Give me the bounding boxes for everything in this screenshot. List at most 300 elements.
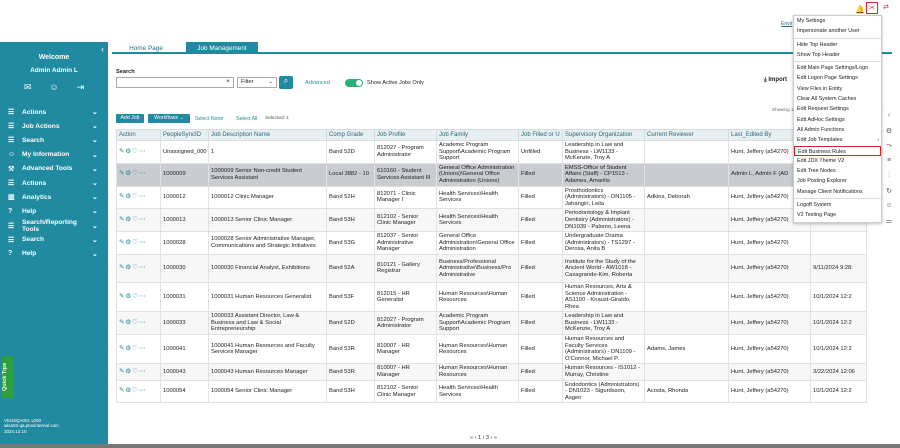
row-actions[interactable] [117,232,161,255]
table-cell: Human Resources\Human Resources [437,364,519,380]
edit-icon[interactable]: ✎ [119,292,126,300]
row-actions[interactable] [117,364,161,380]
table-cell: 812102 - Senior Clinic Manager [375,209,437,232]
edit-icon[interactable]: ✎ [119,344,126,352]
table-cell: Filled [519,186,563,209]
heart-icon[interactable]: ♡ [132,318,139,326]
mail-icon[interactable]: ✉ [23,82,32,92]
more-icon[interactable]: ⋯ [138,367,147,375]
table-row[interactable] [117,364,867,380]
heart-icon[interactable]: ♡ [132,215,139,223]
sidebar-item-label: Job Actions [22,122,60,130]
menu-item-edit-job-templates[interactable] [794,135,881,145]
more-icon[interactable]: ⋯ [138,318,147,326]
refresh-icon[interactable]: ↻ [886,188,892,195]
row-actions[interactable] [117,186,161,209]
clear-icon[interactable]: × [226,78,230,85]
gear-icon[interactable]: ⚙ [125,387,133,395]
pagination[interactable]: « ‹ 1 / 3 › » [470,435,498,441]
menu-item-edit-request-settings[interactable] [794,104,881,114]
gear-icon[interactable]: ⚙ [125,344,133,352]
table-cell: 1000028 Senior Administrative Manager, Communications and Strategic Initiatives [209,232,327,255]
table-cell: 1000012 [161,186,209,209]
table-cell: 1000013 Senior Clinic Manager [209,209,327,232]
column-header[interactable]: Job Filled or U [519,130,563,141]
edit-icon[interactable]: ✎ [119,318,126,326]
table-cell: Admin L, Admin F (AD [729,163,811,186]
table-cell: 810007 - HR Manager [375,364,437,380]
table-cell: Leadership in Law and Business - LW1133 - McKenzie, Troy A [563,312,645,335]
table-cell: General Office Administration\General Office Administration [437,232,519,255]
tools-icon: ⚒ [8,165,15,173]
sidebar-item-actions[interactable] [0,105,108,119]
logout-icon[interactable]: ⇥ [76,82,85,92]
column-header[interactable]: Job Profile [375,130,437,141]
row-actions[interactable] [117,282,161,311]
help-icon: ? [8,207,13,215]
table-cell: Band 52D [327,141,375,164]
bottom-bar [0,444,900,448]
gear-icon[interactable]: ⚙ [125,318,133,326]
menu-item-edit-main-page-settings-logo[interactable] [794,63,881,73]
menu-item-label: My Settings [797,18,826,24]
table-cell: Band 52D [327,312,375,335]
table-row[interactable] [117,312,867,335]
table-cell: Human Resources, Arts & Science Administration - AS1100 - Knaust-Giraldo, Rhea [563,282,645,311]
table-cell: Filled [519,364,563,380]
show-active-label: Show Active Jobs Only [367,80,424,86]
menu-item-clear-all-system-caches[interactable] [794,94,881,104]
table-cell: Acosta, Rhonda [645,380,729,403]
quick-tips-button[interactable]: Quick Tips [2,356,14,398]
sidebar-item-label: Advanced Tools [22,165,73,173]
sidebar-item-search[interactable] [0,133,108,147]
table-cell: Hunt, Jeffery (a54270) [729,141,811,164]
menu-item-view-files-in-entity[interactable] [794,84,881,94]
table-cell: Local 3882 - 10 [327,163,375,186]
table-cell: 1000041 [161,335,209,364]
heart-icon[interactable]: ♡ [132,264,139,272]
table-row[interactable] [117,232,867,255]
edit-icon[interactable]: ✎ [119,170,126,178]
edit-icon[interactable]: ✎ [119,215,126,223]
table-cell: 10/1/2024 12:2 [811,282,867,311]
advanced-search-link[interactable]: Advanced [305,80,330,86]
menu-item-job-posting-explorer[interactable] [794,176,881,186]
menu-item-label: Logoff System [797,202,832,209]
table-cell: Business/Professional Administrative\Business/Pro Administrative [437,254,519,282]
table-row[interactable] [117,380,867,403]
column-header[interactable]: PeopleSyncID [161,130,209,141]
table-cell: 610160 - Student Services Assistant III [375,163,437,186]
tab-bar [112,42,892,54]
list-icon: ☰ [8,109,15,117]
table-cell: 810007 - HR Manager [375,335,437,364]
sidebar-item-label: Actions [22,179,47,187]
chevron-down-icon: ⌄ [179,115,184,121]
table-row[interactable] [117,141,867,164]
row-actions[interactable] [117,209,161,232]
sidebar-item-label: Analytics [22,193,52,201]
chevron-left-icon[interactable]: ‹ [101,44,104,54]
edit-icon[interactable]: ✎ [119,264,126,272]
column-header[interactable]: Comp Grade [327,130,375,141]
table-cell: Health Services\Health Services [437,380,519,403]
menu-item-label: Show Top Header [797,51,840,58]
menu-item-label: Clear All System Caches [797,96,857,103]
table-cell: 1000030 Financial Analyst, Exhibitions [209,254,327,282]
menu-item-impersonate-another-user[interactable] [794,26,881,36]
admin-tools-icon[interactable]: ✂ [866,2,878,14]
table-cell: 10/1/2024 12:2 [811,380,867,403]
table-cell: 1000009 Senior Non-credit Student Services Assistant [209,163,327,186]
menu-item-edit-tree-nodes[interactable] [794,166,881,176]
table-cell: Filled [519,209,563,232]
table-cell [645,282,729,311]
table-cell: Prosthodontics (Administrators) - DN1105 - Jahangiri, Leila [563,186,645,209]
table-cell: Band 52H [327,186,375,209]
table-cell [811,232,867,255]
menu-icon[interactable]: ≡ [886,157,892,164]
table-cell: Band 53R [327,335,375,364]
chevron-down-icon: ⌄ [92,151,98,159]
table-cell: Filled [519,380,563,403]
table-cell: Band 53G [327,232,375,255]
bell-icon[interactable]: 🔔 [855,5,865,14]
people-icon[interactable]: ☺ [885,202,893,209]
sidebar-item-actions[interactable] [0,176,108,190]
sidebar-item-analytics[interactable] [0,190,108,204]
sidebar-item-label: Actions [22,108,47,116]
heart-icon[interactable]: ♡ [132,387,139,395]
row-actions[interactable] [117,141,161,164]
table-cell: Hunt, Jeffery (a54270) [729,232,811,255]
sidebar-item-label: Help [22,250,37,258]
menu-item-edit-jdx-theme-v2[interactable] [794,156,881,166]
table-row[interactable] [117,163,867,186]
users-icon[interactable]: ☺ [49,82,59,92]
menu-separator [794,38,881,39]
version-line: 2024.12.10 [4,428,27,434]
chevron-down-icon: ⌄ [92,250,98,258]
table-cell: 1000012 Clinic Manager [209,186,327,209]
version-info [4,418,59,435]
table-cell: Hunt, Jeffery (a54270) [729,209,811,232]
menu-item-label: Edit AdHoc Settings [797,116,845,123]
filter-label: Filter [241,79,254,85]
menu-item-label: Edit Request Settings [797,106,849,113]
column-header[interactable]: Job Description Name [209,130,327,141]
table-cell: 810121 - Gallery Registrar [375,254,437,282]
table-cell: 812071 - Clinic Manager I [375,186,437,209]
table-cell: Human Resources\Human Resources [437,282,519,311]
tab-home-page[interactable]: Home Page [129,44,163,52]
chevron-down-icon: ⌄ [92,165,98,173]
welcome-heading: Welcome [38,54,70,61]
menu-item-edit-adhoc-settings[interactable] [794,115,881,125]
table-cell [645,364,729,380]
table-cell: Human Resources - IS1012 - Murray, Christine [563,364,645,380]
table-row[interactable] [117,335,867,364]
more-icon[interactable]: ⋯ [138,387,147,395]
sidebar-item-advanced-tools[interactable] [0,162,108,176]
edit-icon[interactable]: ✎ [119,238,126,246]
edit-icon[interactable]: ✎ [119,367,126,375]
table-cell: 1000013 [161,209,209,232]
table-cell: 1000028 [161,232,209,255]
table-cell: 10/1/2024 12:2 [811,335,867,364]
sliders-icon[interactable]: ⚌ [885,218,893,225]
heart-icon[interactable]: ♡ [132,238,139,246]
row-actions[interactable] [117,335,161,364]
sidebar-item-job-actions[interactable] [0,119,108,133]
row-actions[interactable] [117,163,161,186]
gear-icon[interactable]: ⚙ [125,238,133,246]
table-cell: 3/22/2024 12:06 [811,364,867,380]
table-cell: Band 53R [327,364,375,380]
import-label: Import [768,77,787,83]
table-cell: Adkins, Deborah [645,186,729,209]
sidebar-item-search[interactable] [0,233,108,247]
table-cell: Filled [519,335,563,364]
menu-item-label: Edit Tree Nodes [797,168,836,175]
table-cell: Unfilled [519,141,563,164]
heart-icon[interactable]: ♡ [132,193,139,201]
show-active-toggle[interactable] [345,79,363,87]
table-cell: 812027 - Program Administrator [375,312,437,335]
table-cell: EMSS-Office of Student Affairs (Staff) - CP1513 - Adames, Amarilis [563,163,645,186]
gear-icon[interactable]: ⚙ [125,193,133,201]
table-cell: 1000043 [161,364,209,380]
menu-item-logoff-system[interactable] [794,200,881,210]
tab-job-management[interactable]: Job Management [186,42,258,54]
table-cell: Band 53F [327,282,375,311]
table-cell [645,232,729,255]
search-icon: ⌕ [283,76,289,85]
exit-icon[interactable]: ⇄ [883,4,889,11]
menu-item-label: Edit Logon Page Settings [797,75,858,82]
table-cell [645,254,729,282]
admin-context-menu [793,15,882,223]
more-icon[interactable]: ⋯ [138,292,147,300]
filter-select[interactable] [237,77,277,88]
table-cell: Leadership in Law and Business - LW1133 - McKenzie, Troy A [563,141,645,164]
heart-icon[interactable]: ♡ [132,292,139,300]
menu-item-v2-testing-page[interactable] [794,210,881,220]
table-cell: 1 [209,141,327,164]
menu-item-edit-logon-page-settings[interactable] [794,73,881,83]
table-cell: Hunt, Jeffery (a54270) [729,282,811,311]
gear-icon[interactable]: ⚙ [125,367,133,375]
table-cell: 1000054 [161,380,209,403]
workflows-label: Workflows [154,115,178,121]
more-icon[interactable]: ⋯ [138,344,147,352]
sidebar-item-label: Search [22,236,44,244]
sidebar-item-help[interactable] [0,204,108,218]
row-actions[interactable] [117,312,161,335]
add-job-button[interactable]: Add Job [116,114,144,123]
column-header[interactable]: Last_Edited By [729,130,811,141]
table-cell: Institute for the Study of the Ancient World - AW1018 - Casagrande-Kim, Roberta [563,254,645,282]
table-cell: 812102 - Senior Clinic Manager [375,380,437,403]
table-cell: Band 52A [327,254,375,282]
table-cell: 1000030 [161,254,209,282]
table-cell: 9/11/2024 9:28: [811,254,867,282]
menu-item-my-settings[interactable] [794,16,881,26]
list-icon: ☰ [8,180,15,188]
table-cell: 1000041 Human Resources and Faculty Services Manager [209,335,327,364]
menu-item-label: Edit Main Page Settings/Logo [797,65,869,72]
table-cell: 812037 - Senior Administrative Manager [375,232,437,255]
grid-header-row [117,130,867,141]
table-cell: Hunt, Jeffery (a54270) [729,312,811,335]
heart-icon[interactable]: ♡ [132,170,139,178]
search-button[interactable] [279,76,293,89]
table-cell: Human Resources\Human Resources [437,335,519,364]
version-line: wlsa03-qa.ptosinternal.com [4,423,59,428]
sidebar-item-label: My Information [22,151,70,159]
table-cell: Human Resources and Faculty Services (Administrators) - DN1109 - O'Connor, Michael P. [563,335,645,364]
list-icon: ☰ [8,222,15,230]
workflows-button[interactable] [148,114,190,123]
more-icon[interactable]: ⋯ [138,170,147,178]
chart-icon: ▥ [8,194,15,202]
table-cell: Undergraduate Drama (Administrators) - TS1297 - Derosa, Anita B [563,232,645,255]
table-cell: Hunt, Jeffery (a54270) [729,380,811,403]
table-row[interactable] [117,209,867,232]
menu-item-label: All Admin Functions [797,126,845,133]
menu-item-hide-top-header[interactable] [794,40,881,50]
menu-item-edit-business-rules[interactable] [794,146,881,156]
list-icon: ☰ [8,123,15,131]
gear-icon[interactable]: ⚙ [125,147,133,155]
chevron-down-icon: ⌄ [92,222,98,230]
select-all-link[interactable]: Select All [236,116,258,122]
version-line: VMJSQA001 v200 [4,417,42,423]
edit-icon[interactable]: ✎ [119,387,126,395]
chevron-down-icon: ⌄ [92,109,98,117]
chevron-right-icon: › [877,137,879,144]
more-icon[interactable]: ⋯ [138,215,147,223]
table-cell: Endodontics (Administrators) - DN1023 - Sigurdsson, Asgeir [563,380,645,403]
menu-item-manage-client-notifications[interactable] [794,187,881,197]
heart-icon[interactable]: ♡ [132,147,139,155]
sidebar-item-my-information[interactable] [0,148,108,162]
table-cell [645,209,729,232]
table-cell: Band 53H [327,209,375,232]
heart-icon[interactable]: ♡ [132,367,139,375]
showing-count: Showing 1 [772,107,794,112]
sidebar-item-help[interactable] [0,247,108,261]
table-cell: Academic Program Support\Academic Program Support [437,141,519,164]
admin-icons [866,2,892,14]
stats-icon[interactable]: ⫶ [888,172,890,179]
table-cell: 812015 - HR Generalist [375,282,437,311]
menu-item-label: Edit Business Rules [798,148,846,155]
search-label: Search [116,69,135,75]
sidebar-item-label: Help [22,207,37,215]
table-cell: 1000043 Human Resources Manager [209,364,327,380]
more-icon[interactable]: ⋯ [138,193,147,201]
table-cell [645,163,729,186]
gear-icon[interactable]: ⚙ [125,170,133,178]
more-icon[interactable]: ⋯ [138,264,147,272]
edit-icon[interactable]: ✎ [119,193,126,201]
table-cell: 1000033 [161,312,209,335]
chevron-down-icon: ⌄ [92,208,98,216]
table-cell: Filled [519,163,563,186]
search-input[interactable] [116,77,234,88]
table-cell: Academic Program Support\Academic Program Support [437,312,519,335]
table-cell: Filled [519,254,563,282]
selected-count: Selected: 1 [265,116,290,121]
menu-item-label: View Files in Entity [797,85,843,92]
table-cell: 1000009 [161,163,209,186]
table-row[interactable] [117,282,867,311]
chevron-down-icon: ⌄ [92,180,98,188]
gear-icon[interactable]: ⚙ [125,215,133,223]
row-actions[interactable] [117,380,161,403]
select-none-link[interactable]: Select None [195,116,224,122]
row-actions[interactable] [117,254,161,282]
import-button[interactable] [764,77,787,84]
table-row[interactable] [117,254,867,282]
table-cell: 1000031 [161,282,209,311]
column-header[interactable]: Supervisory Organization [563,130,645,141]
table-cell: 1000031 Human Resources Generalist [209,282,327,311]
table-cell [645,141,729,164]
table-cell: Hunt, Jeffery (a54270) [729,186,811,209]
menu-item-show-top-header[interactable] [794,50,881,60]
chevron-left-icon[interactable]: ‹ [887,112,891,119]
chevron-down-icon: ⌄ [92,194,98,202]
help-icon: ? [8,250,13,258]
column-header[interactable]: Current Reviewer [645,130,729,141]
chevron-down-icon: ⌄ [92,137,98,145]
menu-item-label: Edit Job Templates [797,137,843,144]
sidebar-item-label: Search/Reporting Tools [22,218,77,233]
table-cell: Health Services\Health Services [437,186,519,209]
table-cell [645,312,729,335]
job-grid [116,126,867,403]
table-cell: Unassigned_000 [161,141,209,164]
table-cell: Adams, James [645,335,729,364]
more-icon[interactable]: ⋯ [138,147,147,155]
table-cell: Filled [519,232,563,255]
environment-link[interactable]: Envir [781,21,793,27]
sidebar [0,42,108,444]
gear-icon[interactable]: ⚙ [125,264,133,272]
column-header[interactable]: Job Family [437,130,519,141]
chevron-down-icon: ⌄ [268,79,273,85]
more-icon[interactable]: ⋯ [138,238,147,246]
column-header[interactable]: Action [117,130,161,141]
table-cell: 1000033 Assistant Director, Law & Business and Law & Social Entrepreneurship [209,312,327,335]
table-cell: Band 53H [327,380,375,403]
share-icon[interactable]: ⤳ [886,142,892,149]
heart-icon[interactable]: ♡ [132,344,139,352]
menu-item-label: Hide Top Header [797,41,838,48]
sidebar-item-search-reporting-tools[interactable] [0,219,108,233]
settings-icon[interactable]: ⚙ [885,128,893,135]
menu-item-all-admin-functions[interactable] [794,125,881,135]
table-cell: Periodontology & Implant Dentistry (Administrators) - DN1039 - Palomo, Leena [563,209,645,232]
table-row[interactable] [117,186,867,209]
table-cell: 1000054 Senior Clinic Manager [209,380,327,403]
gear-icon[interactable]: ⚙ [125,292,133,300]
edit-icon[interactable]: ✎ [119,147,126,155]
person-icon: ☺ [8,151,16,159]
